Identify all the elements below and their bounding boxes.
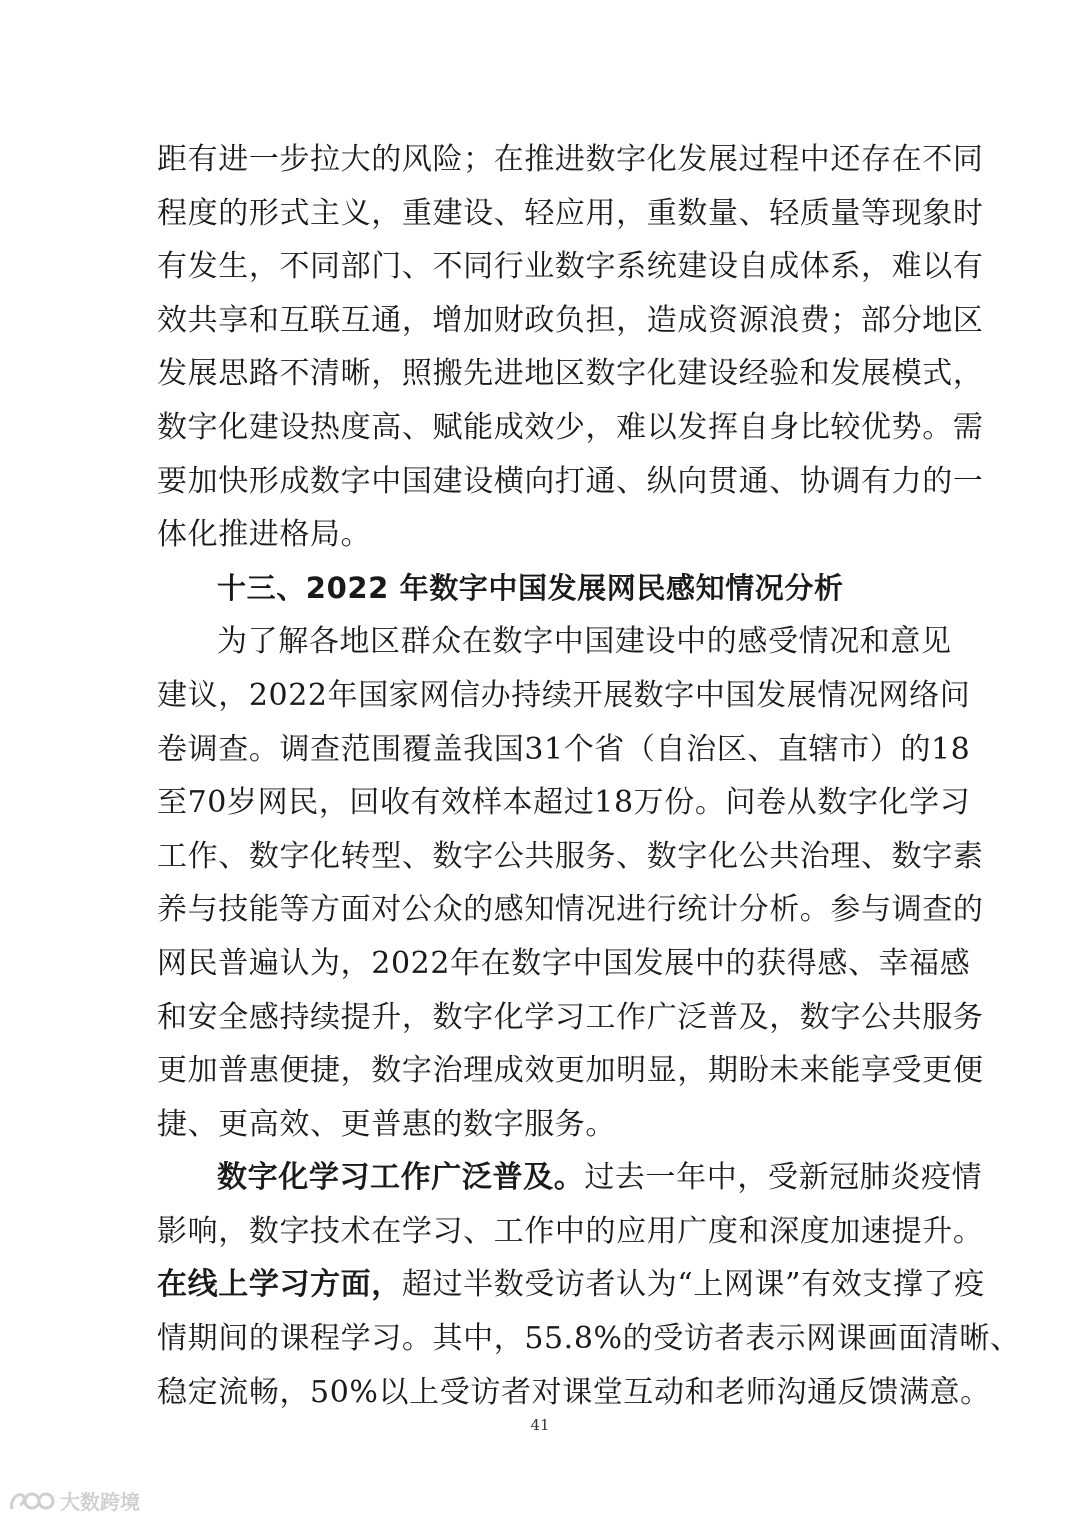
text-line: 稳 定 流 畅 ， 50% 以 上 受 访 者 对 课 堂 互 动 和 老 师 沟 通 反 馈 满 意 。 [157, 1374, 991, 1410]
text-line: 距 有 进 一 步 拉 大 的 风 险 ； 在 推 进 数 字 化 发 展 过 程 中 还 存 在 不 同 [157, 142, 984, 177]
text-line: 数 字 化 建 设 热 度 高 、 赋 能 成 效 少 ， 难 以 发 挥 自 身 比 较 优 势 。 需 [157, 409, 984, 445]
text-line: 捷、更高效、更普惠的数字服务。 [157, 1106, 616, 1142]
text-line: 在 线 上 学 习 方 面 ， 超 过 半 数 受 访 者 认 为 “ 上 网 课 ” 有 效 支 撑 了 疫 [157, 1267, 985, 1303]
watermark-text: 大数跨境 [60, 1490, 140, 1514]
text-line: 工 作 、 数 字 化 转 型 、 数 字 公 共 服 务 、 数 字 化 公 共 治 理 、 数 字 素 [157, 838, 984, 874]
text-line: 建 议 ， 2022 年 国 家 网 信 办 持 续 开 展 数 字 中 国 发 展 情 况 网 络 问 [157, 677, 971, 713]
text-line: 程 度 的 形 式 主 义 ， 重 建 设 、 轻 应 用 ， 重 数 量 、 轻 质 量 等 现 象 时 [157, 195, 984, 231]
document-body [157, 133, 1021, 1419]
text-line: 为 了 解 各 地 区 群 众 在 数 字 中 国 建 设 中 的 感 受 情 况 和 意 见 [217, 624, 952, 660]
page-number: 41 [530, 1416, 550, 1434]
text-line: 和 安 全 感 持 续 提 升 ， 数 字 化 学 习 工 作 广 泛 普 及 ， 数 字 公 共 服 务 [157, 999, 984, 1035]
text-line: 网 民 普 遍 认 为 ， 2022 年 在 数 字 中 国 发 展 中 的 获 得 感 、 幸 福 感 [157, 945, 971, 981]
text-line: 影 响 ， 数 字 技 术 在 学 习 、 工 作 中 的 应 用 广 度 和 深 度 加 速 提 升 。 [157, 1213, 984, 1249]
text-line: 有 发 生 ， 不 同 部 门 、 不 同 行 业 数 字 系 统 建 设 自 成 体 系 ， 难 以 有 [157, 249, 984, 285]
text-line: 卷 调 查 。 调 查 范 围 覆 盖 我 国 31 个 省 （ 自 治 区 、 直 辖 市 ） 的 18 [157, 731, 971, 767]
text-line: 数 字 化 学 习 工 作 广 泛 普 及 。 过 去 一 年 中 ， 受 新 冠 肺 炎 疫 情 [217, 1160, 983, 1196]
text-line: 效 共 享 和 互 联 互 通 ， 增 加 财 政 负 担 ， 造 成 资 源 浪 费 ； 部 分 地 区 [157, 302, 984, 338]
text-line: 要 加 快 形 成 数 字 中 国 建 设 横 向 打 通 、 纵 向 贯 通 、 协 调 有 力 的 一 [157, 463, 984, 499]
text-line: 体化推进格局。 [157, 517, 372, 553]
watermark [8, 1486, 140, 1515]
text-line: 至 70 岁 网 民 ， 回 收 有 效 样 本 超 过 18 万 份 。 问 卷 从 数 字 化 学 习 [157, 785, 971, 821]
text-line: 发 展 思 路 不 清 晰 ， 照 搬 先 进 地 区 数 字 化 建 设 经 验 和 发 展 模 式 ， [157, 356, 984, 392]
brand-logo-icon [8, 1489, 56, 1513]
section-heading: 十三、2022 年数字中国发展网民感知情况分析 [217, 570, 844, 605]
text-line: 养 与 技 能 等 方 面 对 公 众 的 感 知 情 况 进 行 统 计 分 析 。 参 与 调 查 的 [157, 892, 984, 928]
text-line: 情 期 间 的 课 程 学 习 。 其 中 ， 55.8% 的 受 访 者 表 示 网 课 画 面 清 晰 、 [157, 1321, 1021, 1357]
text-line: 更 加 普 惠 便 捷 ， 数 字 治 理 成 效 更 加 明 显 ， 期 盼 未 来 能 享 受 更 便 [157, 1053, 984, 1089]
